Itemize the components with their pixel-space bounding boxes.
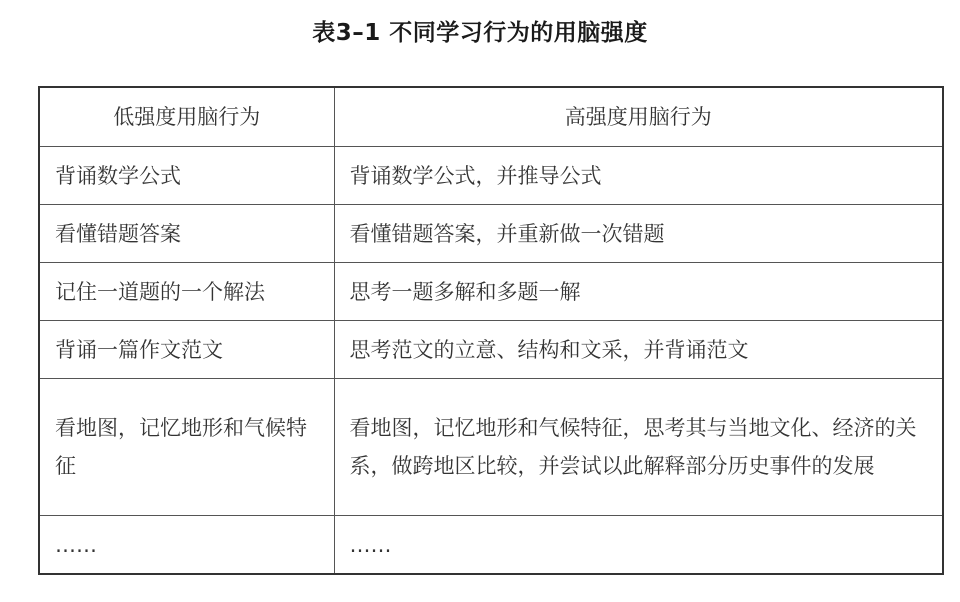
header-high-intensity: 高强度用脑行为 — [334, 87, 943, 147]
high-intensity-cell: 思考一题多解和多题一解 — [334, 263, 943, 321]
high-intensity-cell: …… — [334, 516, 943, 575]
low-intensity-cell: 记住一道题的一个解法 — [39, 263, 334, 321]
low-intensity-cell: 背诵一篇作文范文 — [39, 321, 334, 379]
low-intensity-cell: …… — [39, 516, 334, 575]
header-low-intensity: 低强度用脑行为 — [39, 87, 334, 147]
high-intensity-cell: 背诵数学公式，并推导公式 — [334, 147, 943, 205]
low-intensity-cell: 背诵数学公式 — [39, 147, 334, 205]
high-intensity-cell: 看地图，记忆地形和气候特征，思考其与当地文化、经济的关系，做跨地区比较，并尝试以此解释部分历史事件的发展 — [334, 379, 943, 516]
table-row — [39, 263, 943, 321]
brain-intensity-table — [38, 86, 944, 575]
high-intensity-cell: 看懂错题答案，并重新做一次错题 — [334, 205, 943, 263]
low-intensity-cell: 看懂错题答案 — [39, 205, 334, 263]
table-header-row — [39, 87, 943, 147]
high-intensity-cell: 思考范文的立意、结构和文采，并背诵范文 — [334, 321, 943, 379]
table-row — [39, 147, 943, 205]
table-title: 表3–1 不同学习行为的用脑强度 — [312, 20, 648, 46]
low-intensity-cell: 看地图，记忆地形和气候特征 — [39, 379, 334, 516]
table-row — [39, 205, 943, 263]
table-row — [39, 379, 943, 516]
table-row — [39, 516, 943, 575]
table-row — [39, 321, 943, 379]
